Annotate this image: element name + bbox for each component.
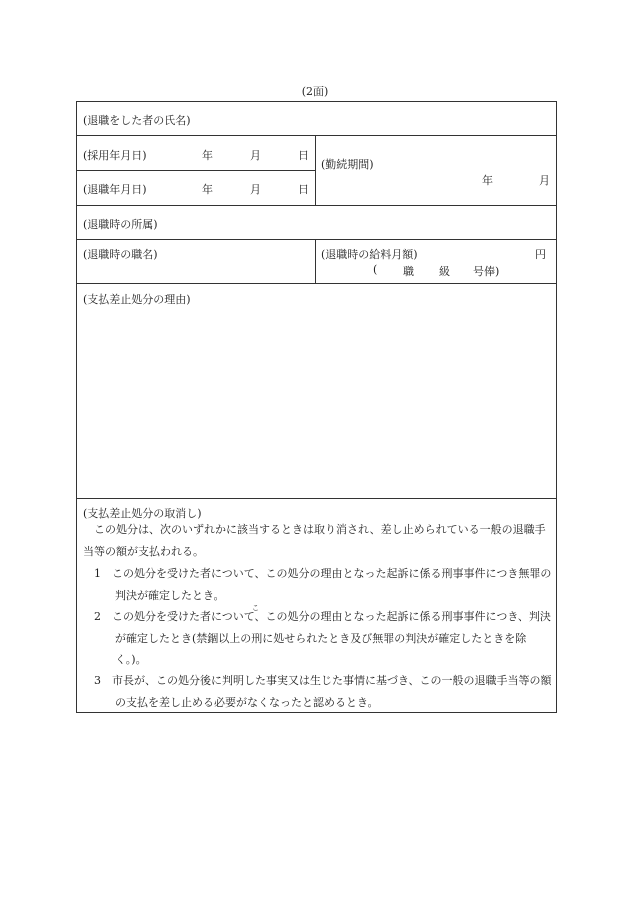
salary-kyu: 級 xyxy=(439,265,450,278)
divider-dates xyxy=(315,135,316,205)
salary-shoku: 職 xyxy=(403,265,414,278)
hire-date-label: (採用年月日) xyxy=(83,149,147,162)
service-period-label: (勤続期間) xyxy=(321,158,374,171)
rule-after-position xyxy=(77,283,556,284)
retire-date-year: 年 xyxy=(202,183,213,196)
retire-date-day: 日 xyxy=(298,183,309,196)
affiliation-label: (退職時の所属) xyxy=(83,218,158,231)
ruby-annotation: こ xyxy=(252,604,259,612)
name-label: (退職をした者の氏名) xyxy=(83,114,191,127)
hire-date-year: 年 xyxy=(202,149,213,162)
cancellation-item-3: 3 市長が、この処分後に判明した事実又は生じた事情に基づき、この一般の退職手当等の額の支払を差し止める必要がなくなったと認めるとき。 xyxy=(94,674,552,709)
retire-date-month: 月 xyxy=(250,183,261,196)
position-label: (退職時の職名) xyxy=(83,248,158,261)
salary-yen: 円 xyxy=(535,248,546,261)
page-number-label: (2面) xyxy=(301,85,329,98)
cancellation-label: (支払差止処分の取消し) xyxy=(83,507,202,520)
reason-label: (支払差止処分の理由) xyxy=(83,293,191,306)
rule-after-dates xyxy=(77,205,556,206)
service-period-month: 月 xyxy=(539,174,550,187)
salary-gohou: 号俸) xyxy=(473,265,500,278)
rule-between-dates xyxy=(77,170,315,171)
suspension-notice-form xyxy=(76,101,557,713)
rule-after-reason xyxy=(77,498,556,499)
cancellation-intro: この処分は、次のいずれかに該当するときは取り消され、差し止められている一般の退職手当等の額が支払われる。 xyxy=(83,523,546,558)
retire-date-label: (退職年月日) xyxy=(83,183,147,196)
cancellation-item-1: 1 この処分を受けた者について、この処分の理由となった起訴に係る刑事事件につき無罪の判決が確定したとき。 xyxy=(94,567,552,602)
hire-date-month: 月 xyxy=(250,149,261,162)
cancellation-item-2: 2 この処分を受けた者について、この処分の理由となった起訴に係る刑事事件につき、判決が確定したとき(禁錮以上の刑に処せられたとき及び無罪の判決が確定したときを除く。)。 xyxy=(94,610,551,666)
salary-grade-open-paren: ( xyxy=(373,263,378,276)
salary-label: (退職時の給料月額) xyxy=(321,248,418,261)
divider-position xyxy=(315,239,316,283)
rule-after-name xyxy=(77,135,556,136)
service-period-year: 年 xyxy=(482,174,493,187)
rule-after-affiliation xyxy=(77,239,556,240)
hire-date-day: 日 xyxy=(298,149,309,162)
